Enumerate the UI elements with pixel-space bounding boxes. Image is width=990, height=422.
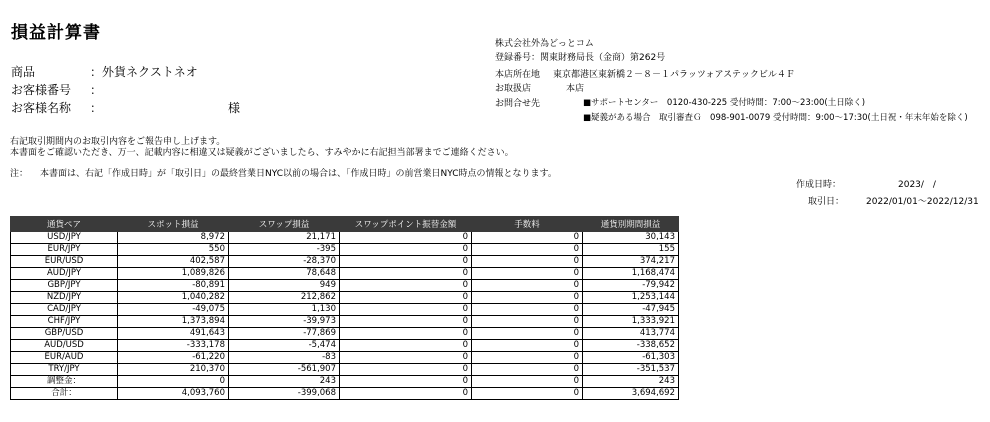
cell-pair: 調整金： <box>11 376 118 388</box>
table-body <box>11 232 679 400</box>
cell-spot-pl: 0 <box>118 376 229 388</box>
cell-swap-pl: -5,474 <box>229 340 340 352</box>
cell-swap-pl: -83 <box>229 352 340 364</box>
cell-swap-transfer: 0 <box>340 232 472 244</box>
cell-pair: GBP/USD <box>11 328 118 340</box>
cell-spot-pl: 491,643 <box>118 328 229 340</box>
cell-pair: AUD/JPY <box>11 268 118 280</box>
cell-period-pl: 155 <box>583 244 679 256</box>
cell-swap-transfer: 0 <box>340 388 472 400</box>
cell-pair: EUR/USD <box>11 256 118 268</box>
cell-period-pl: 1,168,474 <box>583 268 679 280</box>
customer-name-label: お客様名称 <box>11 101 72 115</box>
table-row <box>11 244 679 256</box>
account-number-value: ： <box>90 83 103 97</box>
cell-fee: 0 <box>472 376 583 388</box>
table-row <box>11 388 679 400</box>
column-header-spot: スポット損益 <box>118 217 229 232</box>
product-label: 商品 <box>11 65 36 79</box>
cell-spot-pl: 1,373,894 <box>118 316 229 328</box>
column-header-swap-transfer: スワップポイント振替金額 <box>340 217 472 232</box>
honorific: 様 <box>228 101 241 115</box>
cell-pair: AUD/USD <box>11 340 118 352</box>
cell-swap-transfer: 0 <box>340 328 472 340</box>
cell-swap-transfer: 0 <box>340 304 472 316</box>
cell-spot-pl: 210,370 <box>118 364 229 376</box>
cell-period-pl: 30,143 <box>583 232 679 244</box>
cell-swap-pl: -28,370 <box>229 256 340 268</box>
cell-pair: EUR/JPY <box>11 244 118 256</box>
contact-label: お問合せ先 <box>495 99 541 109</box>
product-value: ：外貨ネクストネオ <box>90 65 198 79</box>
contact-support-center: ■サポートセンター 0120-430-225 受付時間：7:00～23:00(土日除く) <box>583 98 866 108</box>
table-row <box>11 232 679 244</box>
cell-fee: 0 <box>472 244 583 256</box>
table-row <box>11 268 679 280</box>
cell-pair: 合計： <box>11 388 118 400</box>
table-row <box>11 328 679 340</box>
cell-swap-transfer: 0 <box>340 292 472 304</box>
column-header-pair: 通貨ペア <box>11 217 118 232</box>
cell-spot-pl: 4,093,760 <box>118 388 229 400</box>
cell-fee: 0 <box>472 292 583 304</box>
cell-swap-pl: -39,973 <box>229 316 340 328</box>
cell-fee: 0 <box>472 328 583 340</box>
document-title: 損益計算書 <box>11 23 101 43</box>
cell-swap-transfer: 0 <box>340 244 472 256</box>
cell-pair: NZD/JPY <box>11 292 118 304</box>
note-text: 本書面は、右記「作成日時」が「取引日」の最終営業日NYC以前の場合は、「作成日時」の前営業日NYC時点の情報となります。 <box>40 169 557 179</box>
cell-swap-transfer: 0 <box>340 340 472 352</box>
cell-period-pl: 413,774 <box>583 328 679 340</box>
cell-pair: CHF/JPY <box>11 316 118 328</box>
table-row <box>11 352 679 364</box>
cell-spot-pl: -49,075 <box>118 304 229 316</box>
note-label: 注： <box>10 169 29 179</box>
cell-fee: 0 <box>472 352 583 364</box>
cell-swap-pl: -399,068 <box>229 388 340 400</box>
cell-fee: 0 <box>472 256 583 268</box>
table-header-row <box>11 217 679 232</box>
company-name: 株式会社外為どっとコム <box>495 39 594 49</box>
cell-period-pl: 374,217 <box>583 256 679 268</box>
cell-period-pl: 243 <box>583 376 679 388</box>
table-row <box>11 280 679 292</box>
cell-spot-pl: -333,178 <box>118 340 229 352</box>
cell-swap-transfer: 0 <box>340 256 472 268</box>
cell-swap-pl: -561,907 <box>229 364 340 376</box>
cell-swap-pl: 212,862 <box>229 292 340 304</box>
table-row <box>11 256 679 268</box>
cell-spot-pl: 1,040,282 <box>118 292 229 304</box>
created-date-label: 作成日時： <box>796 180 842 190</box>
cell-spot-pl: 550 <box>118 244 229 256</box>
cell-swap-transfer: 0 <box>340 364 472 376</box>
cell-swap-pl: 78,648 <box>229 268 340 280</box>
cell-spot-pl: 402,587 <box>118 256 229 268</box>
cell-swap-pl: 949 <box>229 280 340 292</box>
cell-pair: EUR/AUD <box>11 352 118 364</box>
cell-fee: 0 <box>472 340 583 352</box>
trade-date-label: 取引日： <box>808 197 845 207</box>
cell-spot-pl: 1,089,826 <box>118 268 229 280</box>
cell-period-pl: -351,537 <box>583 364 679 376</box>
table-row <box>11 340 679 352</box>
cell-swap-transfer: 0 <box>340 316 472 328</box>
column-header-swap: スワップ損益 <box>229 217 340 232</box>
column-header-period-pl: 通貨別期間損益 <box>583 217 679 232</box>
column-header-fee: 手数料 <box>472 217 583 232</box>
cell-swap-pl: -395 <box>229 244 340 256</box>
cell-swap-transfer: 0 <box>340 376 472 388</box>
table-row <box>11 316 679 328</box>
cell-period-pl: 3,694,692 <box>583 388 679 400</box>
cell-fee: 0 <box>472 388 583 400</box>
contact-trade-review: ■疑義がある場合 取引審査Ｇ 098-901-0079 受付時間：9:00～17:30(土日祝・年末年始を除く) <box>583 113 968 123</box>
cell-period-pl: -79,942 <box>583 280 679 292</box>
cell-fee: 0 <box>472 280 583 292</box>
registration-number: 登録番号：関東財務局長（金商）第262号 <box>495 53 666 63</box>
cell-fee: 0 <box>472 268 583 280</box>
cell-swap-pl: -77,869 <box>229 328 340 340</box>
notice-line-1: 右記取引期間内のお取引内容をご報告申し上げます。 <box>10 137 226 147</box>
table-row <box>11 376 679 388</box>
branch-value: 本店 <box>566 84 585 94</box>
cell-fee: 0 <box>472 304 583 316</box>
table-row <box>11 304 679 316</box>
cell-pair: TRY/JPY <box>11 364 118 376</box>
profit-loss-table <box>10 216 679 400</box>
cell-pair: CAD/JPY <box>11 304 118 316</box>
cell-spot-pl: -61,220 <box>118 352 229 364</box>
cell-swap-pl: 21,171 <box>229 232 340 244</box>
hq-label: 本店所在地 <box>495 70 541 80</box>
cell-fee: 0 <box>472 316 583 328</box>
cell-fee: 0 <box>472 364 583 376</box>
cell-period-pl: 1,333,921 <box>583 316 679 328</box>
cell-spot-pl: -80,891 <box>118 280 229 292</box>
cell-spot-pl: 8,972 <box>118 232 229 244</box>
hq-address: 東京都港区東新橋２－８－１パラッツォアステックビル４Ｆ <box>553 70 795 80</box>
account-number-label: お客様番号 <box>11 83 72 97</box>
customer-name-value: ： <box>90 101 103 115</box>
created-date-value: 2023/ / <box>898 180 936 190</box>
cell-period-pl: -61,303 <box>583 352 679 364</box>
cell-fee: 0 <box>472 232 583 244</box>
trade-date-value: 2022/01/01～2022/12/31 <box>866 197 979 207</box>
table-row <box>11 292 679 304</box>
cell-swap-transfer: 0 <box>340 280 472 292</box>
cell-swap-pl: 243 <box>229 376 340 388</box>
notice-line-2: 本書面をご確認いただき、万一、記載内容に相違又は疑義がございましたら、すみやかに右記担当部署までご連絡ください。 <box>10 148 514 158</box>
branch-label: お取扱店 <box>495 84 532 94</box>
cell-period-pl: -338,652 <box>583 340 679 352</box>
cell-pair: USD/JPY <box>11 232 118 244</box>
cell-swap-transfer: 0 <box>340 268 472 280</box>
cell-period-pl: 1,253,144 <box>583 292 679 304</box>
cell-pair: GBP/JPY <box>11 280 118 292</box>
cell-swap-pl: 1,130 <box>229 304 340 316</box>
table-row <box>11 364 679 376</box>
cell-swap-transfer: 0 <box>340 352 472 364</box>
cell-period-pl: -47,945 <box>583 304 679 316</box>
